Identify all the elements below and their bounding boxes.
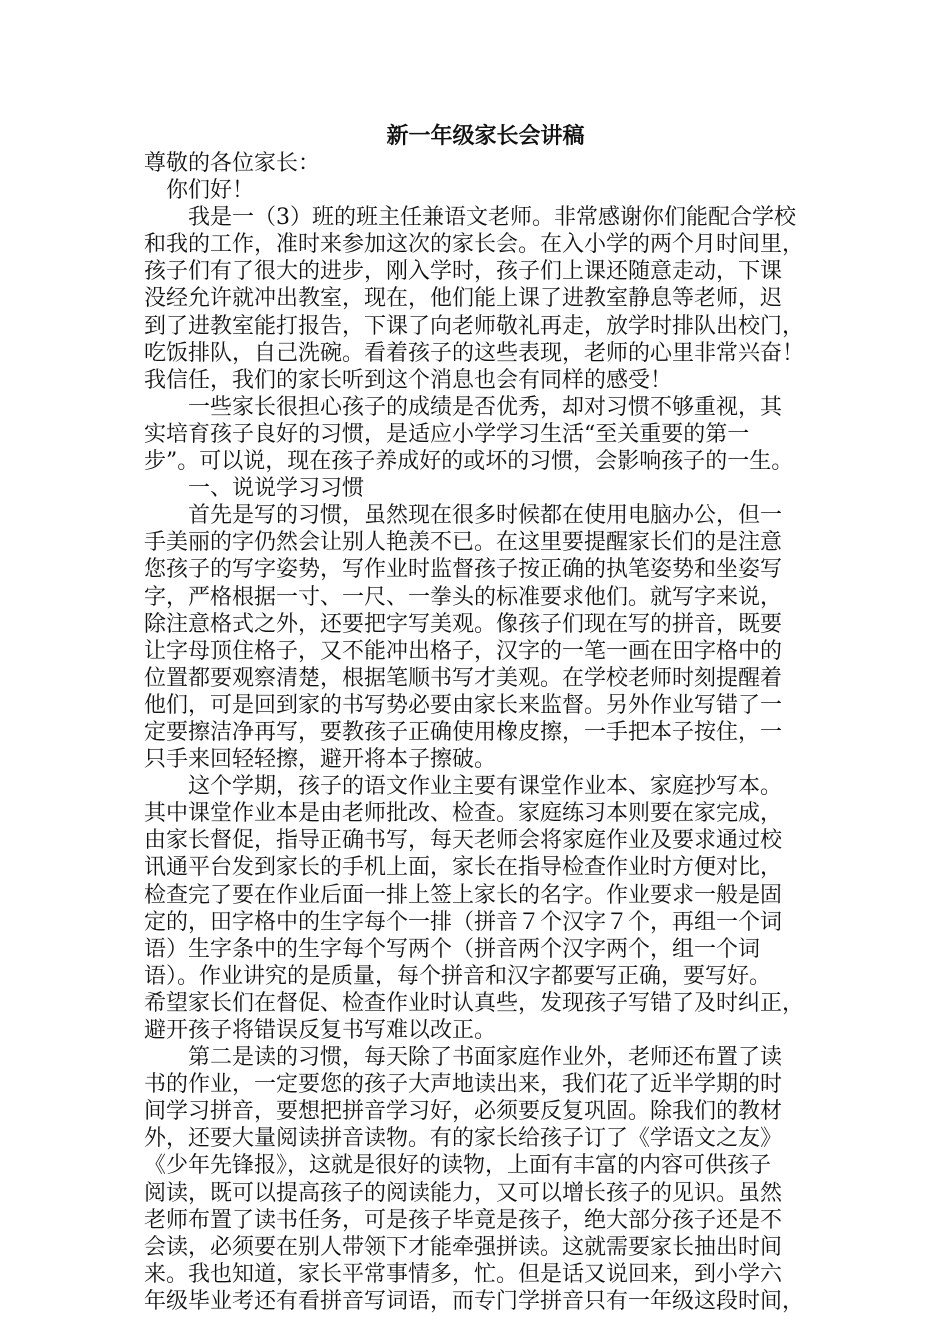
document-text bbox=[144, 150, 827, 1315]
text-line: 你们好！ bbox=[166, 178, 255, 204]
text-line: 定要擦洁净再写，要教孩子正确使用橡皮擦，一手把本子按住，一 bbox=[144, 719, 783, 745]
text-line: 阅读，既可以提高孩子的阅读能力，又可以增长孩子的见识。虽然 bbox=[144, 1180, 783, 1206]
text-line: 定的，田字格中的生字每个一排（拼音７个汉字７个，再组一个词 bbox=[144, 909, 783, 935]
text-line: 外，还要大量阅读拼音读物。有的家长给孩子订了《学语文之友》 bbox=[144, 1126, 783, 1152]
text-line: 间学习拼音，要想把拼音学习好，必须要反复巩固。除我们的教材 bbox=[144, 1099, 783, 1125]
text-line: 老师布置了读书任务，可是孩子毕竟是孩子，绝大部分孩子还是不 bbox=[144, 1207, 783, 1233]
text-line: 第二是读的习惯，每天除了书面家庭作业外，老师还布置了读 bbox=[188, 1045, 783, 1071]
text-line: 来。我也知道，家长平常事情多，忙。但是话又说回来，到小学六 bbox=[144, 1261, 783, 1287]
text-line: 一、说说学习习惯 bbox=[188, 476, 365, 502]
text-line: 他们，可是回到家的书写势必要由家长来监督。另外作业写错了一 bbox=[144, 692, 783, 718]
document-body bbox=[144, 123, 827, 1315]
text-line: 只手来回轻轻擦，避开将本子擦破。 bbox=[144, 747, 497, 773]
text-line: 其中课堂作业本是由老师批改、检查。家庭练习本则要在家完成， bbox=[144, 801, 783, 827]
text-line: 实培育孩子良好的习惯，是适应小学学习生活“至关重要的第一 bbox=[144, 421, 750, 447]
text-line: 尊敬的各位家长： bbox=[144, 151, 321, 176]
text-line: 年级毕业考还有看拼音写词语，而专门学拼音只有一年级这段时间， bbox=[144, 1288, 805, 1314]
text-line: 和我的工作，准时来参加这次的家长会。在入小学的两个月时间里， bbox=[144, 232, 805, 258]
text-line: 希望家长们在督促、检查作业时认真些，发现孩子写错了及时纠正， bbox=[144, 990, 805, 1016]
text-line: 语）。作业讲究的是质量，每个拼音和汉字都要写正确，要写好。 bbox=[144, 963, 772, 989]
text-line: 您孩子的写字姿势，写作业时监督孩子按正确的执笔姿势和坐姿写 bbox=[144, 557, 783, 583]
text-line: 一些家长很担心孩子的成绩是否优秀，却对习惯不够重视，其 bbox=[188, 394, 783, 420]
text-line: 步”。可以说，现在孩子养成好的或坏的习惯，会影响孩子的一生。 bbox=[144, 449, 794, 475]
text-line: 我信任，我们的家长听到这个消息也会有同样的感受！ bbox=[144, 367, 673, 393]
text-line: 这个学期，孩子的语文作业主要有课堂作业本、家庭抄写本。 bbox=[188, 774, 783, 800]
text-line: 位置都要观察清楚，根据笔顺书写才美观。在学校老师时刻提醒着 bbox=[144, 665, 783, 691]
text-line: 检查完了要在作业后面一排上签上家长的名字。作业要求一般是固 bbox=[144, 882, 783, 908]
text-line: 孩子们有了很大的进步，刚入学时，孩子们上课还随意走动，下课 bbox=[144, 259, 783, 285]
text-line: 首先是写的习惯，虽然现在很多时候都在使用电脑办公，但一 bbox=[188, 503, 783, 529]
text-line: 《少年先锋报》，这就是很好的读物，上面有丰富的内容可供孩子 bbox=[144, 1153, 772, 1179]
text-line: 没经允许就冲出教室，现在，他们能上课了进教室静息等老师，迟 bbox=[144, 286, 783, 312]
text-line: 吃饭排队，自己洗碗。看着孩子的这些表现，老师的心里非常兴奋！ bbox=[144, 340, 805, 366]
text-line: 由家长督促，指导正确书写，每天老师会将家庭作业及要求通过校 bbox=[144, 828, 783, 854]
text-line: 书的作业，一定要您的孩子大声地读出来，我们花了近半学期的时 bbox=[144, 1072, 783, 1098]
text-line: 除注意格式之外，还要把字写美观。像孩子们现在写的拼音，既要 bbox=[144, 611, 783, 637]
text-line: 手美丽的字仍然会让别人艳羡不已。在这里要提醒家长们的是注意 bbox=[144, 530, 783, 556]
text-line: 避开孩子将错误反复书写难以改正。 bbox=[144, 1018, 497, 1043]
text-line: 讯通平台发到家长的手机上面，家长在指导检查作业时方便对比， bbox=[144, 855, 783, 881]
text-line: 语）生字条中的生字每个写两个（拼音两个汉字两个，组一个词 bbox=[144, 936, 761, 962]
text-line: 让字母顶住格子，又不能冲出格子，汉字的一笔一画在田字格中的 bbox=[144, 638, 783, 664]
document-title: 新一年级家长会讲稿 bbox=[386, 123, 585, 149]
text-line: 到了进教室能打报告，下课了向老师敬礼再走，放学时排队出校门， bbox=[144, 313, 805, 339]
text-line: 字，严格根据一寸、一尺、一拳头的标准要求他们。就写字来说， bbox=[144, 584, 783, 610]
text-line: 会读，必须要在别人带领下才能牵强拼读。这就需要家长抽出时间 bbox=[144, 1234, 783, 1260]
text-line: 我是一（3）班的班主任兼语文老师。非常感谢你们能配合学校 bbox=[188, 205, 796, 231]
